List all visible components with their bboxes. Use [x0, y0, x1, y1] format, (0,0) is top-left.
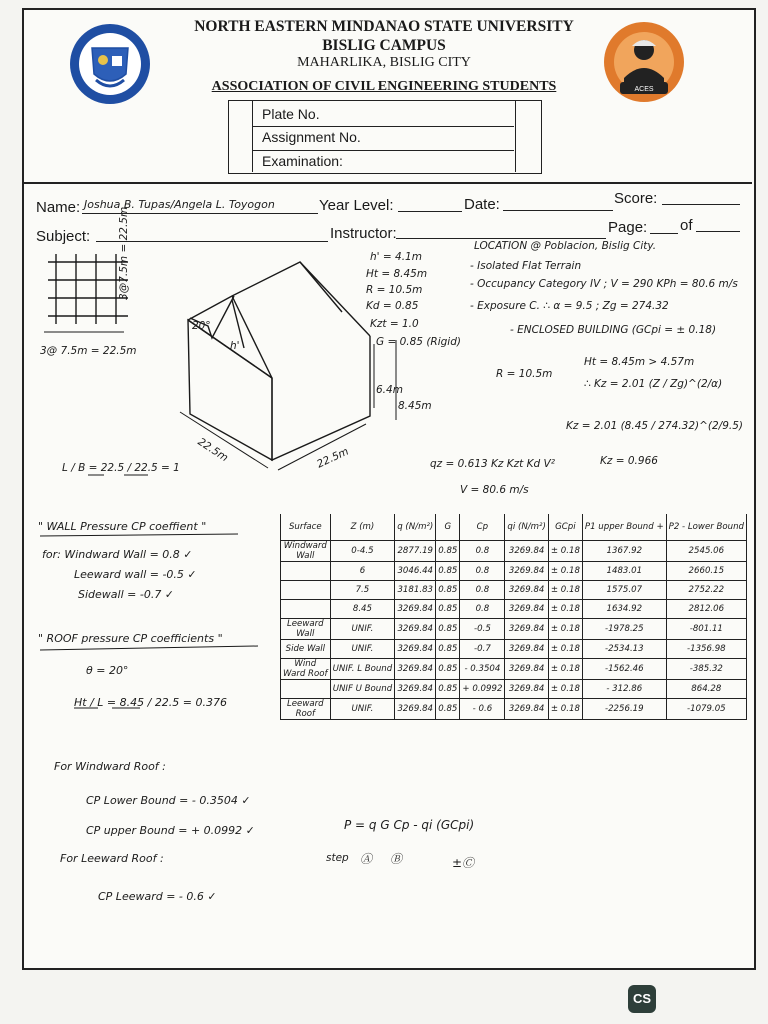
given-ht-check: Ht = 8.45m > 4.57m	[584, 356, 695, 368]
cell-cp: 0.8	[460, 600, 505, 619]
cell-gcpi: ± 0.18	[548, 581, 582, 600]
cell-gcpi: ± 0.18	[548, 619, 582, 640]
cell-qi: 3269.84	[505, 541, 548, 562]
table-row	[281, 619, 747, 640]
dim-8-45-label: 8.45m	[398, 400, 432, 412]
cell-p2: 2812.06	[666, 600, 746, 619]
cell-g: 0.85	[436, 680, 460, 699]
subject-label: Subject:	[36, 228, 91, 245]
cell-p2: -385.32	[666, 659, 746, 680]
cell-p2: 2660.15	[666, 562, 746, 581]
cell-surface	[281, 562, 331, 581]
page-label: Page:	[608, 219, 648, 236]
cell-p2: 864.28	[666, 680, 746, 699]
given-g: G = 0.85 (Rigid)	[376, 336, 461, 348]
cell-g: 0.85	[436, 619, 460, 640]
cell-p1: 1575.07	[582, 581, 666, 600]
dim-22-5-right-label: 22.5m	[315, 445, 351, 471]
cell-g: 0.85	[436, 541, 460, 562]
table-row	[281, 581, 747, 600]
formula-step-label: step	[326, 852, 349, 864]
cell-z: UNIF.	[330, 640, 395, 659]
cell-qi: 3269.84	[505, 699, 548, 720]
cell-p1: -2534.13	[582, 640, 666, 659]
cell-cp: -0.5	[460, 619, 505, 640]
grid-plan-sketch	[44, 254, 128, 332]
name-value[interactable]: Joshua B. Tupas/Angela L. Toyogon	[84, 198, 275, 211]
of-label: of	[680, 217, 693, 234]
instructor-label: Instructor:	[330, 225, 397, 242]
given-terrain: - Isolated Flat Terrain	[470, 260, 582, 272]
dim-6-4-label: 6.4m	[376, 384, 403, 396]
assignment-no-label: Assignment No.	[262, 129, 361, 145]
cell-q: 2877.19	[395, 541, 436, 562]
grid-bottom-dim: 3@ 7.5m = 22.5m	[40, 345, 137, 357]
cell-qi: 3269.84	[505, 600, 548, 619]
aces-badge-text: ACES	[634, 86, 654, 93]
given-r2: R = 10.5m	[496, 368, 553, 380]
given-ht: Ht = 8.45m	[366, 268, 428, 280]
cell-q: 3181.83	[395, 581, 436, 600]
cell-p2: -801.11	[666, 619, 746, 640]
cell-gcpi: ± 0.18	[548, 659, 582, 680]
cell-surface	[281, 680, 331, 699]
cell-cp: 0.8	[460, 581, 505, 600]
name-label: Name:	[36, 199, 81, 216]
cell-qi: 3269.84	[505, 640, 548, 659]
formula-step-c: ±Ⓒ	[452, 856, 475, 870]
given-kzt: Kzt = 1.0	[370, 318, 419, 330]
cell-g: 0.85	[436, 640, 460, 659]
cell-gcpi: ± 0.18	[548, 600, 582, 619]
given-r: R = 10.5m	[366, 284, 423, 296]
th-g: G	[436, 514, 460, 541]
given-qz: qz = 0.613 Kz Kzt Kd V²	[430, 458, 555, 470]
cp-leeward: CP Leeward = - 0.6 ✓	[98, 890, 217, 903]
wall-cp-leeward: Leeward wall = -0.5 ✓	[74, 568, 197, 581]
cell-q: 3269.84	[395, 619, 436, 640]
cell-cp: -0.7	[460, 640, 505, 659]
wall-cp-sidewall: Sidewall = -0.7 ✓	[78, 588, 175, 601]
cell-cp: 0.8	[460, 562, 505, 581]
cell-cp: - 0.3504	[460, 659, 505, 680]
cp-upper-bound: CP upper Bound = + 0.0992 ✓	[86, 824, 255, 837]
cp-lower-bound: CP Lower Bound = - 0.3504 ✓	[86, 794, 251, 807]
th-p2: P2 - Lower Bound	[666, 514, 746, 541]
cell-q: 3269.84	[395, 699, 436, 720]
cell-qi: 3269.84	[505, 659, 548, 680]
th-q: q (N/m²)	[395, 514, 436, 541]
cell-gcpi: ± 0.18	[548, 640, 582, 659]
cell-p1: -1978.25	[582, 619, 666, 640]
roof-theta: θ = 20°	[86, 664, 129, 677]
table-row	[281, 659, 747, 680]
cell-gcpi: ± 0.18	[548, 699, 582, 720]
table-row	[281, 541, 747, 562]
cell-p1: -2256.19	[582, 699, 666, 720]
cell-z: 0-4.5	[330, 541, 395, 562]
cell-cp: 0.8	[460, 541, 505, 562]
th-gcpi: GCpi	[548, 514, 582, 541]
grid-side-dim: 3@7.5m = 22.5m	[118, 206, 130, 300]
cell-gcpi: ± 0.18	[548, 562, 582, 581]
plate-no-label: Plate No.	[262, 106, 320, 122]
wall-cp-title: " WALL Pressure CP coeffient "	[38, 520, 207, 533]
cell-g: 0.85	[436, 581, 460, 600]
cell-q: 3269.84	[395, 600, 436, 619]
given-occupancy: - Occupancy Category IV ; V = 290 KPh = 80.6 m/s	[470, 278, 738, 290]
dim-22-5-left-label: 22.5m	[195, 435, 231, 465]
cell-surface: Wind Ward Roof	[281, 659, 331, 680]
university-name: NORTH EASTERN MINDANAO STATE UNIVERSITY	[194, 18, 574, 35]
cell-surface: Leeward Wall	[281, 619, 331, 640]
cell-g: 0.85	[436, 562, 460, 581]
th-cp: Cp	[460, 514, 505, 541]
cell-z: UNIF.	[330, 619, 395, 640]
cell-qi: 3269.84	[505, 680, 548, 699]
cell-cp: - 0.6	[460, 699, 505, 720]
cell-z: 6	[330, 562, 395, 581]
given-location: LOCATION @ Poblacion, Bislig City.	[474, 240, 657, 252]
campus-name: BISLIG CAMPUS	[322, 37, 446, 54]
formula-step-a: Ⓐ	[360, 852, 373, 866]
cell-surface	[281, 581, 331, 600]
cell-g: 0.85	[436, 699, 460, 720]
given-hprime: h' = 4.1m	[370, 251, 422, 263]
given-kd: Kd = 0.85	[366, 300, 419, 312]
cell-z: 7.5	[330, 581, 395, 600]
date-label: Date:	[464, 196, 500, 213]
given-v: V = 80.6 m/s	[460, 484, 529, 496]
given-kz-formula: ∴ Kz = 2.01 (Z / Zg)^(2/α)	[584, 378, 723, 390]
th-surface: Surface	[281, 514, 331, 541]
cell-p1: 1634.92	[582, 600, 666, 619]
th-p1: P1 upper Bound +	[582, 514, 666, 541]
th-qi: qi (N/m²)	[505, 514, 548, 541]
campus-address: MAHARLIKA, BISLIG CITY	[297, 55, 471, 70]
formula-step-b: Ⓑ	[390, 852, 403, 866]
roof-cp-title: " ROOF pressure CP coefficients "	[38, 632, 223, 645]
cell-g: 0.85	[436, 600, 460, 619]
table-row	[281, 699, 747, 720]
cell-surface: Windward Wall	[281, 541, 331, 562]
cell-p1: -1562.46	[582, 659, 666, 680]
cell-g: 0.85	[436, 659, 460, 680]
cell-q: 3269.84	[395, 680, 436, 699]
roof-ht-l: Ht / L = 8.45 / 22.5 = 0.376	[74, 696, 228, 709]
examination-label: Examination:	[262, 153, 343, 169]
windward-roof-title: For Windward Roof :	[54, 760, 166, 773]
table-row	[281, 680, 747, 699]
wind-pressure-table	[280, 514, 747, 720]
cell-p2: 2752.22	[666, 581, 746, 600]
cell-p1: 1367.92	[582, 541, 666, 562]
cell-z: 8.45	[330, 600, 395, 619]
table-row	[281, 562, 747, 581]
given-enclosed: - ENCLOSED BUILDING (GCpi = ± 0.18)	[510, 324, 717, 336]
given-exposure: - Exposure C. ∴ α = 9.5 ; Zg = 274.32	[470, 300, 669, 312]
cell-gcpi: ± 0.18	[548, 541, 582, 562]
cell-q: 3269.84	[395, 659, 436, 680]
cell-z: UNIF. L Bound	[330, 659, 395, 680]
year-level-label: Year Level:	[319, 197, 394, 214]
cell-p2: 2545.06	[666, 541, 746, 562]
wall-cp-windward: for: Windward Wall = 0.8 ✓	[42, 548, 193, 561]
cell-q: 3046.44	[395, 562, 436, 581]
cell-z: UNIF.	[330, 699, 395, 720]
cell-p2: -1356.98	[666, 640, 746, 659]
cell-p1: - 312.86	[582, 680, 666, 699]
cell-p1: 1483.01	[582, 562, 666, 581]
score-label: Score:	[614, 190, 658, 207]
cell-cp: + 0.0992	[460, 680, 505, 699]
cell-surface: Leeward Roof	[281, 699, 331, 720]
pressure-formula: P = q G Cp - qi (GCpi)	[344, 818, 475, 832]
table-row	[281, 640, 747, 659]
camscanner-watermark: CS	[628, 985, 656, 1013]
cell-surface: Side Wall	[281, 640, 331, 659]
building-sketch	[180, 262, 396, 470]
given-kz-sub: Kz = 2.01 (8.45 / 274.32)^(2/9.5)	[566, 420, 744, 432]
leeward-roof-title: For Leeward Roof :	[60, 852, 164, 865]
cell-q: 3269.84	[395, 640, 436, 659]
th-z: Z (m)	[330, 514, 395, 541]
hprime-label: h'	[230, 340, 240, 352]
cell-z: UNIF U Bound	[330, 680, 395, 699]
given-kz-result: Kz = 0.966	[600, 455, 658, 467]
given-lb: L / B = 22.5 / 22.5 = 1	[62, 462, 180, 474]
roof-angle-label: 20°	[192, 320, 211, 332]
cell-gcpi: ± 0.18	[548, 680, 582, 699]
cell-qi: 3269.84	[505, 619, 548, 640]
association-name: ASSOCIATION OF CIVIL ENGINEERING STUDENTS	[211, 79, 557, 94]
cell-qi: 3269.84	[505, 562, 548, 581]
cell-p2: -1079.05	[666, 699, 746, 720]
table-row	[281, 600, 747, 619]
cell-surface	[281, 600, 331, 619]
cell-qi: 3269.84	[505, 581, 548, 600]
